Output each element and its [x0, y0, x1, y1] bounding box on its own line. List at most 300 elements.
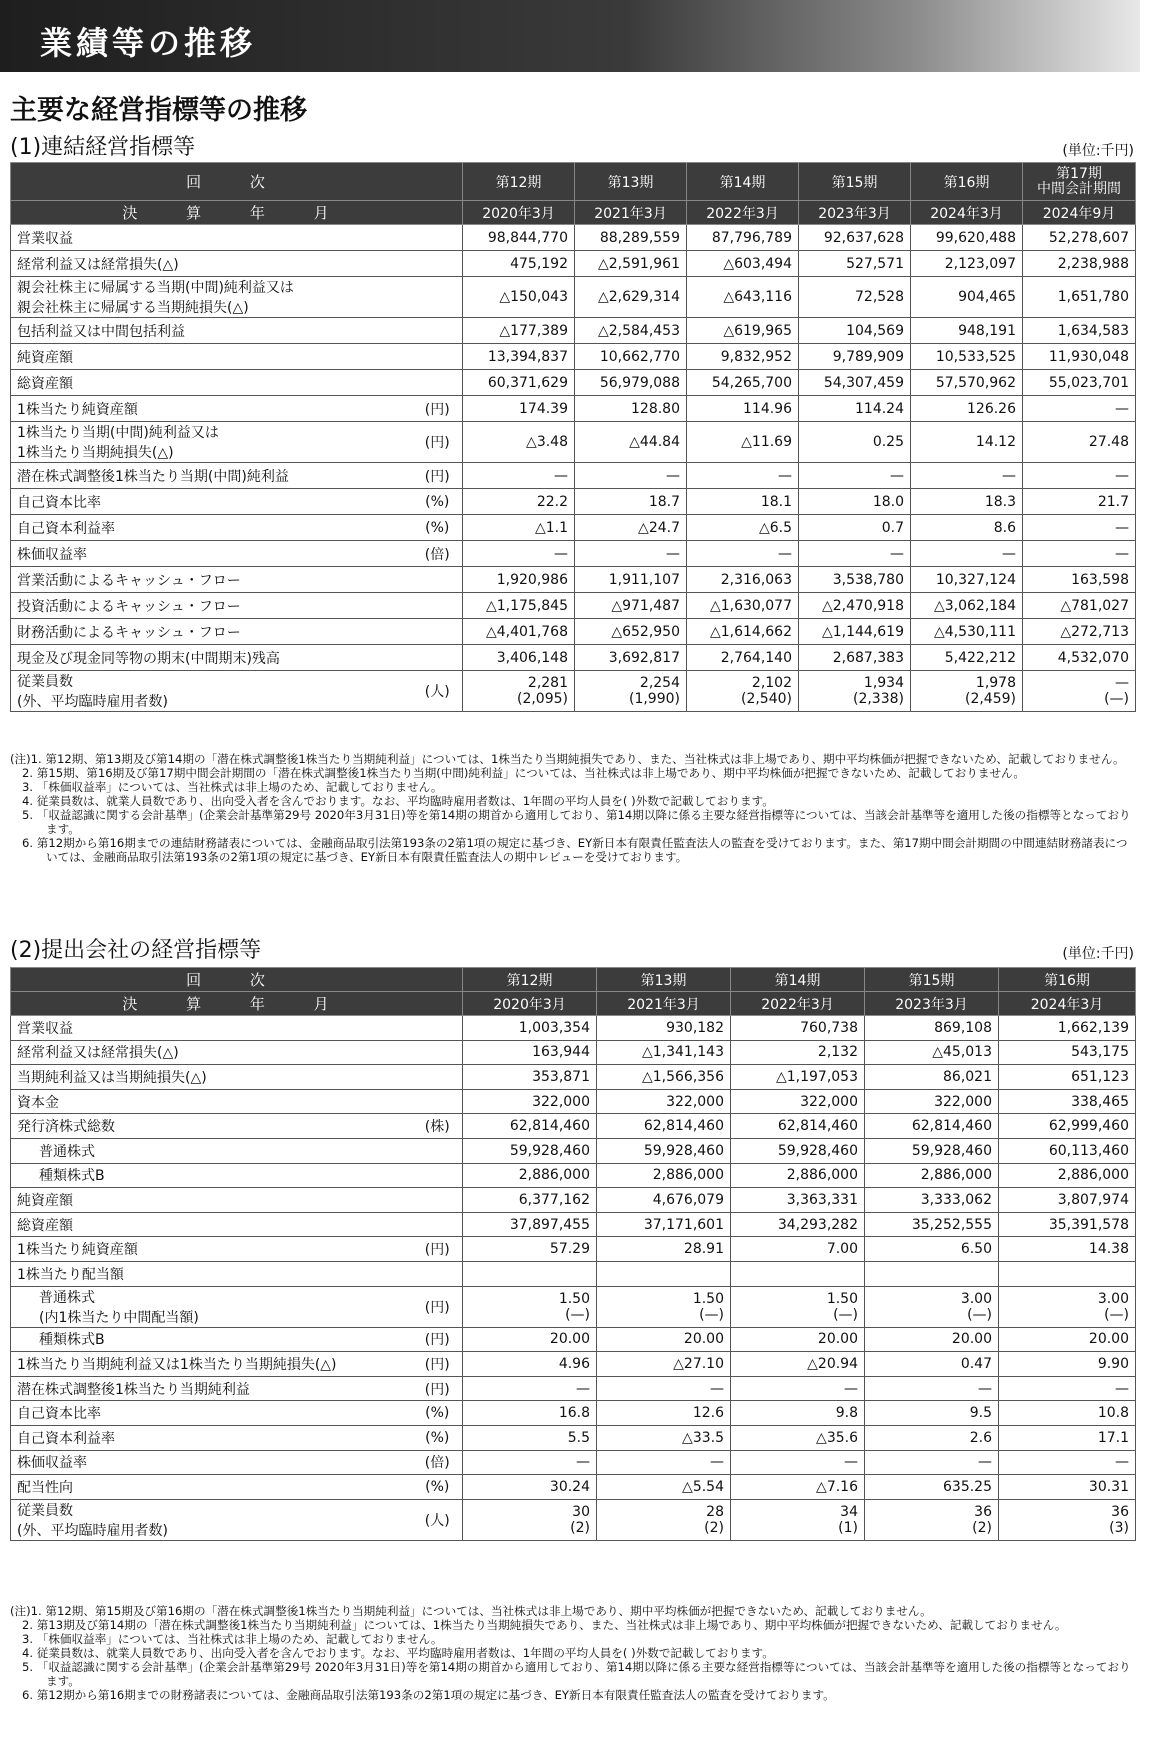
table-cell: [731, 1188, 865, 1213]
table-cell: [865, 1450, 999, 1475]
row-unit: [413, 1089, 463, 1114]
cell-value: △24.7: [638, 519, 680, 536]
header-date: 2024年3月: [999, 992, 1136, 1016]
table-row: [11, 645, 1136, 671]
cell-value: △33.5: [682, 1429, 724, 1446]
cell-value: 2,886,000: [786, 1167, 858, 1184]
cell-value: △1,341,143: [641, 1044, 724, 1061]
table-cell: [865, 1327, 999, 1352]
cell-subvalue: (1): [838, 1519, 858, 1536]
cell-value: 904,465: [958, 289, 1016, 305]
row-label-line: 自己資本比率: [17, 494, 101, 511]
row-unit: [413, 1065, 463, 1090]
cell-value: 5,422,212: [944, 649, 1016, 666]
table-cell: [463, 645, 575, 671]
cell-value: 6.50: [960, 1241, 992, 1258]
cell-value: △5.54: [682, 1478, 724, 1495]
header-period: 第16期: [999, 968, 1136, 992]
table-cell: [911, 489, 1023, 515]
table-cell: [463, 1499, 597, 1540]
table-cell: [1023, 515, 1136, 541]
cell-value: 30.31: [1088, 1478, 1129, 1495]
row-unit: [413, 1016, 463, 1041]
cell-value: 5.5: [567, 1429, 590, 1446]
table-cell: [865, 1016, 999, 1041]
cell-value: 0.47: [960, 1355, 992, 1372]
table-cell: [687, 318, 799, 344]
table-cell: [799, 396, 911, 422]
table-cell: [463, 1237, 597, 1262]
cell-value: △177,389: [499, 322, 568, 339]
table-cell: [865, 1425, 999, 1450]
cell-subvalue: (—): [1104, 691, 1129, 707]
row-label-line: 財務活動によるキャッシュ・フロー: [17, 624, 241, 641]
cell-value: —: [1115, 1380, 1129, 1397]
table-cell: [999, 1065, 1136, 1090]
row-label-line: 1株当たり当期(中間)純利益又は: [17, 425, 219, 441]
table-row: [11, 1261, 1136, 1286]
cell-value: 54,265,700: [711, 374, 792, 391]
table-row: [11, 1016, 1136, 1041]
row-unit: [413, 277, 463, 318]
cell-value: 20.00: [951, 1331, 992, 1348]
cell-subvalue: (2,095): [516, 691, 568, 707]
row-unit: (円): [413, 396, 463, 422]
cell-value: 1,934: [863, 675, 904, 691]
header-date: 2023年3月: [865, 992, 999, 1016]
cell-value: —: [554, 467, 568, 484]
row-label: [11, 225, 413, 251]
table-cell: [575, 489, 687, 515]
cell-value: —: [778, 545, 792, 562]
cell-value: △20.94: [807, 1355, 858, 1372]
table-cell: [687, 541, 799, 567]
cell-value: —: [1115, 1454, 1129, 1471]
cell-value: 11,930,048: [1048, 348, 1129, 365]
row-label: [11, 515, 413, 541]
table-cell: [687, 619, 799, 645]
table-cell: [1023, 567, 1136, 593]
row-label-line: 営業収益: [17, 1020, 73, 1037]
row-label-line: 総資産額: [17, 1217, 73, 1234]
table-cell: [463, 1089, 597, 1114]
table-cell: [687, 344, 799, 370]
cell-value: 322,000: [934, 1093, 992, 1110]
row-label-line: 普通株式: [39, 1143, 95, 1160]
table-cell: [597, 1261, 731, 1286]
table-cell: [911, 370, 1023, 396]
table-cell: [463, 422, 575, 463]
cell-value: 2,123,097: [944, 255, 1016, 272]
cell-value: △2,470,918: [821, 597, 904, 614]
table-row: [11, 1089, 1136, 1114]
cell-value: 6,377,162: [518, 1191, 590, 1208]
table-cell: [463, 567, 575, 593]
cell-value: —: [1002, 545, 1016, 562]
table-cell: [999, 1114, 1136, 1139]
row-label: [11, 1425, 413, 1450]
row-label: [11, 1376, 413, 1401]
table-row: [11, 515, 1136, 541]
cell-value: △2,629,314: [597, 289, 680, 305]
table-cell: [799, 422, 911, 463]
cell-value: 37,171,601: [643, 1216, 724, 1233]
table-row: [11, 567, 1136, 593]
table-cell: [597, 1089, 731, 1114]
table-cell: [1023, 463, 1136, 489]
table-cell: [865, 1352, 999, 1377]
table-cell: [911, 422, 1023, 463]
table-cell: [463, 370, 575, 396]
row-label: [11, 251, 413, 277]
table-cell: [999, 1376, 1136, 1401]
cell-value: 3,807,974: [1057, 1191, 1129, 1208]
row-label: [11, 1327, 413, 1352]
table-row: [11, 1163, 1136, 1188]
cell-value: 62,814,460: [509, 1118, 590, 1135]
table-cell: [575, 515, 687, 541]
cell-value: 2,316,063: [720, 571, 792, 588]
cell-value: —: [576, 1454, 590, 1471]
table-cell: [597, 1401, 731, 1426]
table-row: [11, 1425, 1136, 1450]
cell-value: 128.80: [631, 400, 680, 417]
table-cell: [463, 277, 575, 318]
table-row: [11, 1376, 1136, 1401]
row-label: [11, 1065, 413, 1090]
table-row: [11, 422, 1136, 463]
table-cell: [463, 619, 575, 645]
cell-subvalue: (2): [972, 1519, 992, 1536]
cell-value: 60,371,629: [487, 374, 568, 391]
cell-subvalue: (—): [565, 1306, 590, 1323]
cell-value: 114.96: [743, 400, 792, 417]
row-unit: (%): [413, 1401, 463, 1426]
row-label: [11, 1499, 413, 1540]
row-label-line: 種類株式B: [39, 1332, 105, 1349]
table-cell: [1023, 489, 1136, 515]
header-period: 第15期: [799, 163, 911, 201]
row-label-line: 株価収益率: [17, 1455, 87, 1472]
cell-value: △619,965: [723, 322, 792, 339]
table-cell: [911, 318, 1023, 344]
row-unit: (%): [413, 515, 463, 541]
table-cell: [799, 515, 911, 541]
row-label-line: 当期純利益又は当期純損失(△): [17, 1069, 207, 1086]
row-unit: (円): [413, 463, 463, 489]
row-unit: (人): [413, 671, 463, 712]
table-cell: [799, 645, 911, 671]
cell-value: 30.24: [549, 1478, 590, 1495]
table-cell: [865, 1212, 999, 1237]
row-label-line: 1株当たり純資産額: [17, 401, 138, 418]
row-label-line: 1株当たり当期純利益又は1株当たり当期純損失(△): [17, 1356, 337, 1373]
header-period-label: 回 次: [11, 968, 463, 992]
table-cell: [463, 515, 575, 541]
table-cell: [463, 1163, 597, 1188]
note-item: 6. 第12期から第16期までの連結財務諸表については、金融商品取引法第193条の2第1項の規定に基づき、EY新日本有限責任監査法人の監査を受けております。また、第17期中間会計期間の中間連結財務諸表については、金融商品取引法第193条の2第1項の規定に基づき、EY新日本有限責任監査法人の期中レビューを受けております。: [22, 836, 1128, 864]
cell-value: 35,391,578: [1048, 1216, 1129, 1233]
section1-notes: [10, 752, 1135, 864]
row-label-line: 経常利益又は経常損失(△): [17, 1045, 179, 1062]
header-period: 第14期: [731, 968, 865, 992]
table-cell: [865, 1114, 999, 1139]
row-label: [11, 567, 413, 593]
table-cell: [799, 671, 911, 712]
table-cell: [463, 1040, 597, 1065]
row-label-line: 営業活動によるキャッシュ・フロー: [17, 572, 241, 589]
row-label-line: 自己資本利益率: [17, 1430, 115, 1447]
table-cell: [911, 344, 1023, 370]
table-row: [11, 370, 1136, 396]
table-cell: [865, 1237, 999, 1262]
table-cell: [463, 593, 575, 619]
cell-value: 3,692,817: [608, 649, 680, 666]
cell-value: 35,252,555: [911, 1216, 992, 1233]
cell-value: 543,175: [1071, 1044, 1129, 1061]
table-cell: [463, 671, 575, 712]
note-item: 5. 「収益認識に関する会計基準」(企業会計基準第29号 2020年3月31日)等を第14期の期首から適用しており、第14期以降に係る主要な経営指標等については、当該会計基準等を適用した後の指標等となっております。: [22, 808, 1131, 836]
cell-value: 163,598: [1071, 571, 1129, 588]
cell-value: 948,191: [958, 322, 1016, 339]
cell-value: 760,738: [800, 1019, 858, 1036]
table-cell: [1023, 671, 1136, 712]
cell-value: 10,327,124: [935, 571, 1016, 588]
cell-value: △603,494: [723, 255, 792, 272]
row-label: [11, 1089, 413, 1114]
cell-value: 2,764,140: [720, 649, 792, 666]
table-row: [11, 1212, 1136, 1237]
cell-value: △1.1: [534, 519, 568, 536]
table-cell: [731, 1114, 865, 1139]
cell-value: △781,027: [1060, 597, 1129, 614]
table-row: [11, 1401, 1136, 1426]
cell-value: 1.50: [558, 1290, 590, 1307]
cell-value: 55,023,701: [1048, 374, 1129, 391]
table-cell: [1023, 396, 1136, 422]
table-row: [11, 225, 1136, 251]
row-unit: (円): [413, 422, 463, 463]
cell-value: 34,293,282: [777, 1216, 858, 1233]
cell-value: —: [1115, 675, 1129, 691]
cell-value: 2,238,988: [1057, 255, 1129, 272]
table-cell: [911, 567, 1023, 593]
cell-value: 3.00: [1097, 1290, 1129, 1307]
table-cell: [575, 619, 687, 645]
cell-value: 104,569: [846, 322, 904, 339]
note-item: 4. 従業員数は、就業人員数であり、出向受入者を含んでおります。なお、平均臨時雇用者数は、1年間の平均人員を( )外数で記載しております。: [22, 1646, 774, 1660]
table-cell: [731, 1450, 865, 1475]
row-unit: [413, 619, 463, 645]
table-row: [11, 344, 1136, 370]
table-cell: [687, 396, 799, 422]
cell-value: 3.00: [960, 1290, 992, 1307]
cell-value: △1,197,053: [775, 1068, 858, 1085]
row-unit: [413, 1188, 463, 1213]
table-cell: [687, 515, 799, 541]
cell-value: —: [1115, 545, 1129, 562]
row-label: [11, 396, 413, 422]
table-cell: [463, 489, 575, 515]
header-period: 第15期: [865, 968, 999, 992]
cell-value: 3,363,331: [786, 1191, 858, 1208]
table-row: [11, 1475, 1136, 1500]
cell-value: 99,620,488: [935, 229, 1016, 246]
cell-value: △7.16: [816, 1478, 858, 1495]
cell-value: 7.00: [826, 1241, 858, 1258]
cell-value: 72,528: [855, 289, 904, 305]
table-cell: [1023, 370, 1136, 396]
row-unit: [413, 567, 463, 593]
row-unit: [413, 370, 463, 396]
cell-value: 18.7: [648, 493, 680, 510]
cell-value: 9.90: [1097, 1355, 1129, 1372]
cell-value: 10.8: [1097, 1405, 1129, 1422]
table-cell: [463, 1286, 597, 1327]
cell-value: 3,333,062: [920, 1191, 992, 1208]
table-cell: [731, 1286, 865, 1327]
table-cell: [865, 1040, 999, 1065]
cell-value: 338,465: [1071, 1093, 1129, 1110]
cell-value: 9,832,952: [720, 348, 792, 365]
table-cell: [865, 1089, 999, 1114]
row-label-line: 資本金: [17, 1094, 59, 1111]
table-cell: [999, 1163, 1136, 1188]
table-cell: [575, 277, 687, 318]
table-cell: [799, 541, 911, 567]
cell-value: 28: [706, 1503, 724, 1520]
cell-value: △1,614,662: [709, 623, 792, 640]
row-label-line: 株価収益率: [17, 546, 87, 563]
header-period17-line2: 中間会計期間: [1037, 180, 1121, 197]
cell-value: 1,911,107: [608, 571, 680, 588]
cell-value: 62,999,460: [1048, 1118, 1129, 1135]
table-cell: [799, 344, 911, 370]
table-cell: [1023, 318, 1136, 344]
table-cell: [799, 567, 911, 593]
cell-value: 2,886,000: [920, 1167, 992, 1184]
table-cell: [731, 1065, 865, 1090]
table-cell: [731, 1499, 865, 1540]
table-cell: [865, 1065, 999, 1090]
cell-value: △6.5: [758, 519, 792, 536]
table-cell: [575, 251, 687, 277]
table-cell: [1023, 277, 1136, 318]
row-label-line: 自己資本利益率: [17, 520, 115, 537]
header-period: 第13期: [597, 968, 731, 992]
table-cell: [731, 1327, 865, 1352]
header-date: 2021年3月: [597, 992, 731, 1016]
table-cell: [799, 225, 911, 251]
table-row: [11, 489, 1136, 515]
cell-value: —: [978, 1454, 992, 1471]
table-cell: [1023, 344, 1136, 370]
row-unit: [413, 251, 463, 277]
banner-title: 業績等の推移: [40, 24, 257, 62]
page-heading: 主要な経営指標等の推移: [10, 95, 307, 126]
cell-value: 126.26: [967, 400, 1016, 417]
table-cell: [575, 541, 687, 567]
cell-value: 92,637,628: [823, 229, 904, 246]
cell-value: —: [1115, 400, 1129, 417]
cell-value: 59,928,460: [911, 1142, 992, 1159]
note-item: 2. 第13期及び第14期の「潜在株式調整後1株当たり当期純利益」については、1株当たり当期純損失であり、また、当社株式は非上場であり、期中平均株価が把握できないため、記載しておりません。: [22, 1618, 1067, 1632]
cell-value: 30: [572, 1503, 590, 1520]
cell-value: △150,043: [499, 289, 568, 305]
table-cell: [999, 1327, 1136, 1352]
row-label: [11, 318, 413, 344]
header-period: 第12期: [463, 163, 575, 201]
cell-value: 59,928,460: [509, 1142, 590, 1159]
row-unit: (円): [413, 1352, 463, 1377]
cell-value: 1,978: [975, 675, 1016, 691]
header-date: 2022年3月: [731, 992, 865, 1016]
cell-value: —: [1115, 519, 1129, 536]
table-cell: [731, 1261, 865, 1286]
cell-value: △3.48: [526, 434, 568, 450]
row-unit: (%): [413, 489, 463, 515]
row-label: [11, 1237, 413, 1262]
table-cell: [1023, 593, 1136, 619]
table-row: [11, 1065, 1136, 1090]
cell-value: —: [666, 545, 680, 562]
cell-value: 18.3: [984, 493, 1016, 510]
table-cell: [575, 593, 687, 619]
table-row: [11, 1450, 1136, 1475]
row-label: [11, 1212, 413, 1237]
table-row: [11, 671, 1136, 712]
header-date: 2021年3月: [575, 201, 687, 225]
table-cell: [463, 1352, 597, 1377]
row-label: [11, 1016, 413, 1041]
cell-value: △1,566,356: [641, 1068, 724, 1085]
table-cell: [463, 1212, 597, 1237]
row-label: [11, 422, 413, 463]
row-label-line: 従業員数: [17, 1502, 73, 1519]
table-cell: [575, 645, 687, 671]
table-cell: [575, 344, 687, 370]
row-label-line: 従業員数: [17, 674, 73, 690]
table-cell: [687, 645, 799, 671]
cell-value: △1,175,845: [485, 597, 568, 614]
cell-value: 1,634,583: [1057, 322, 1129, 339]
table-cell: [911, 541, 1023, 567]
table-cell: [911, 251, 1023, 277]
table-cell: [597, 1327, 731, 1352]
table-cell: [463, 1138, 597, 1163]
row-label: [11, 541, 413, 567]
cell-subvalue: (—): [967, 1306, 992, 1323]
cell-value: 87,796,789: [711, 229, 792, 246]
row-label-line: 潜在株式調整後1株当たり当期(中間)純利益: [17, 468, 289, 485]
table-row: [11, 396, 1136, 422]
row-label-line: 1株当たり配当額: [17, 1266, 124, 1283]
table-cell: [597, 1450, 731, 1475]
table-row: [11, 318, 1136, 344]
table-cell: [731, 1040, 865, 1065]
table-cell: [911, 396, 1023, 422]
table-cell: [731, 1425, 865, 1450]
cell-value: △971,487: [611, 597, 680, 614]
cell-value: —: [666, 467, 680, 484]
note-item: 5. 「収益認識に関する会計基準」(企業会計基準第29号 2020年3月31日)等を第14期の期首から適用しており、第14期以降に係る主要な経営指標等については、当該会計基準等を適用した後の指標等となっております。: [22, 1660, 1131, 1688]
table-cell: [463, 1261, 597, 1286]
cell-value: 2,687,383: [832, 649, 904, 666]
cell-value: 28.91: [683, 1241, 724, 1258]
table-row: [11, 463, 1136, 489]
table-cell: [1023, 619, 1136, 645]
cell-value: 20.00: [817, 1331, 858, 1348]
